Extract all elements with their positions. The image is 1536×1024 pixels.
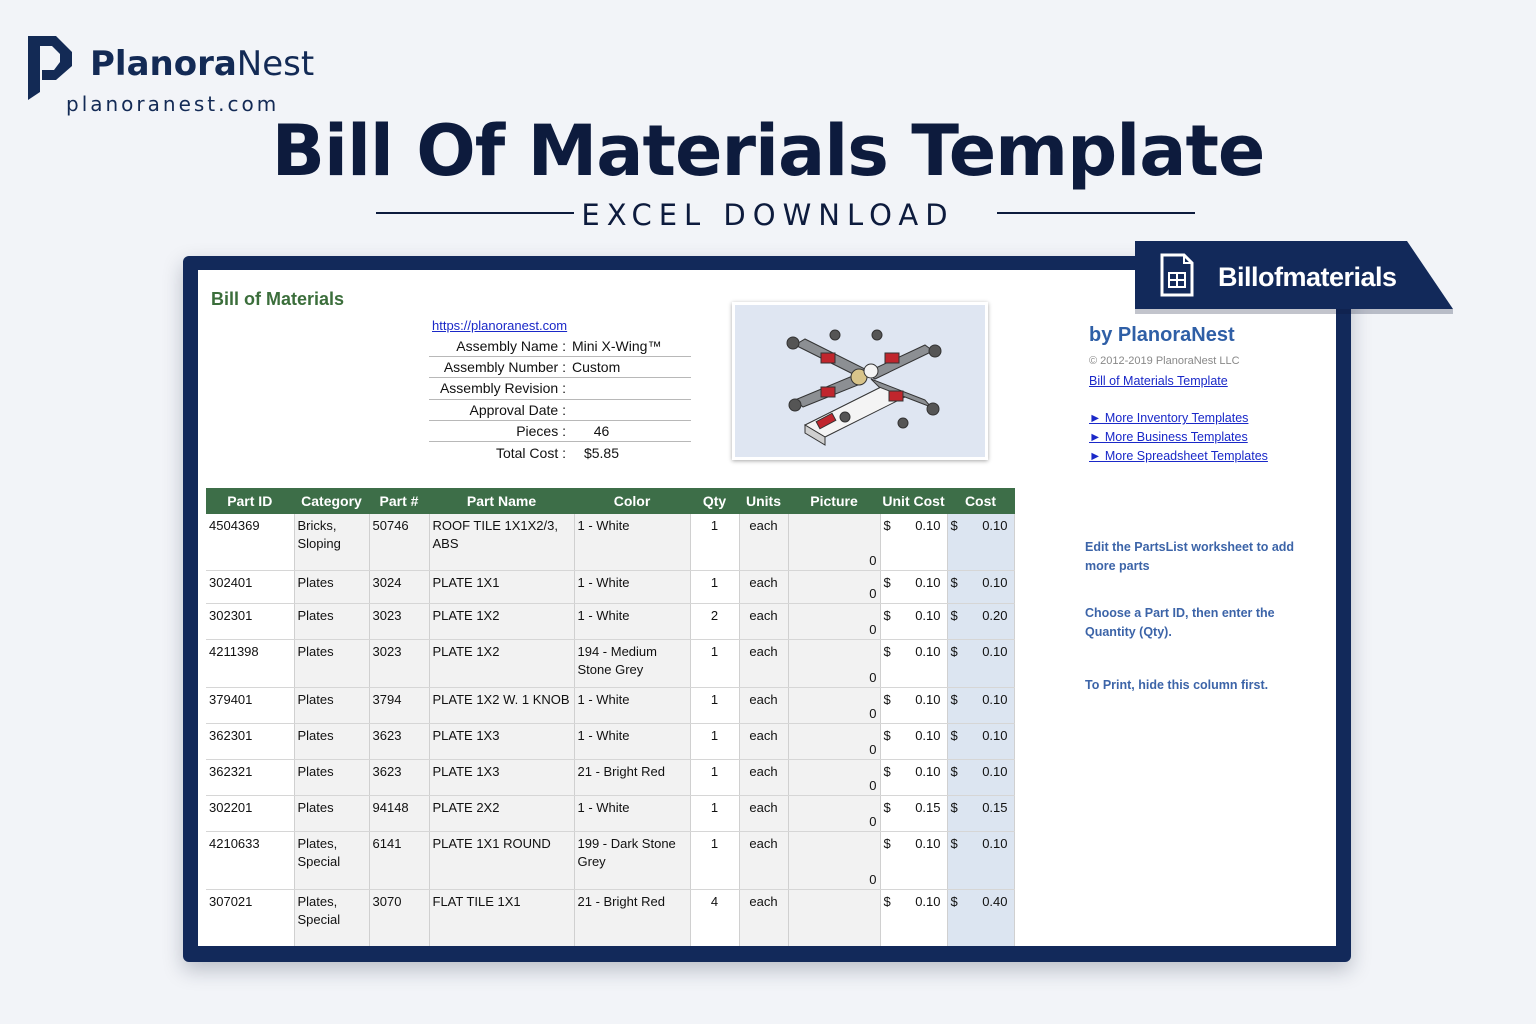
col-header[interactable]: Qty xyxy=(690,488,739,514)
currency-symbol: $ xyxy=(950,518,958,533)
currency-symbol: $ xyxy=(883,727,891,743)
money-value xyxy=(951,727,1011,745)
part-id-cell[interactable]: 302301 xyxy=(206,603,294,639)
note-print: To Print, hide this column first. xyxy=(1085,678,1269,692)
col-header[interactable]: Part ID xyxy=(206,488,294,514)
table-row[interactable] xyxy=(206,723,1014,759)
part-name-cell: PLATE 2X2 xyxy=(429,795,574,831)
table-row[interactable] xyxy=(206,795,1014,831)
currency-symbol: $ xyxy=(883,835,891,851)
part-number-cell: 94148 xyxy=(369,795,429,831)
part-name-cell: PLATE 1X2 xyxy=(429,639,574,687)
color-cell: 194 - Medium Stone Grey xyxy=(574,639,690,687)
part-name-cell: PLATE 1X2 W. 1 KNOB xyxy=(429,687,574,723)
picture-cell xyxy=(788,603,880,639)
part-number-cell: 3024 xyxy=(369,570,429,603)
info-row: Assembly Revision : xyxy=(429,378,691,399)
bom-table xyxy=(206,488,1015,946)
currency-symbol: $ xyxy=(950,691,958,707)
info-row: Assembly Name : Mini X-Wing™ xyxy=(429,336,691,357)
unit-cost-cell xyxy=(880,687,947,723)
part-name-cell: PLATE 1X1 xyxy=(429,570,574,603)
qty-cell[interactable]: 4 xyxy=(690,889,739,946)
part-number-cell: 3623 xyxy=(369,723,429,759)
table-row[interactable] xyxy=(206,603,1014,639)
amount: 0.10 xyxy=(982,835,1008,851)
amount: 0.10 xyxy=(915,727,941,743)
category-cell: Plates xyxy=(294,723,369,759)
picture-value: 0 xyxy=(869,621,877,637)
note-choose-part: Choose a Part ID, then enter the Quantity (Qty). xyxy=(1085,606,1275,639)
part-number-cell: 50746 xyxy=(369,514,429,570)
money-value xyxy=(884,517,944,535)
units-cell: each xyxy=(739,687,788,723)
part-id-cell[interactable]: 302401 xyxy=(206,570,294,603)
picture-value: 0 xyxy=(869,585,877,601)
inventory-templates-link[interactable]: ► More Inventory Templates xyxy=(1089,411,1249,425)
amount: 0.10 xyxy=(915,893,941,909)
info-row: Approval Date : xyxy=(429,400,691,421)
part-number-cell: 3023 xyxy=(369,639,429,687)
amount: 0.40 xyxy=(982,893,1008,909)
picture-cell xyxy=(788,570,880,603)
money-value xyxy=(884,763,944,781)
category-cell: Plates xyxy=(294,639,369,687)
cost-cell xyxy=(947,723,1014,759)
units-cell: each xyxy=(739,889,788,946)
col-header[interactable]: Category xyxy=(294,488,369,514)
color-cell: 21 - Bright Red xyxy=(574,759,690,795)
unit-cost-cell xyxy=(880,795,947,831)
category-cell: Bricks, Sloping xyxy=(294,514,369,570)
picture-cell xyxy=(788,889,880,946)
picture-value: 0 xyxy=(869,777,877,793)
money-value xyxy=(884,574,944,592)
cost-cell xyxy=(947,570,1014,603)
table-row[interactable] xyxy=(206,831,1014,889)
money-value xyxy=(951,835,1011,853)
picture-cell xyxy=(788,831,880,889)
currency-symbol: $ xyxy=(883,763,891,779)
color-cell: 1 - White xyxy=(574,687,690,723)
color-cell: 1 - White xyxy=(574,514,690,570)
category-cell: Plates xyxy=(294,603,369,639)
amount: 0.10 xyxy=(982,574,1008,590)
cost-cell xyxy=(947,603,1014,639)
cost-cell xyxy=(947,795,1014,831)
currency-symbol: $ xyxy=(883,574,891,590)
amount: 0.15 xyxy=(982,799,1008,815)
unit-cost-cell xyxy=(880,603,947,639)
cost-cell xyxy=(947,759,1014,795)
cost-cell xyxy=(947,639,1014,687)
cost-cell xyxy=(947,687,1014,723)
unit-cost-cell xyxy=(880,831,947,889)
divider-right xyxy=(997,212,1195,214)
assembly-number-field[interactable]: Custom xyxy=(572,359,621,376)
table-header-row xyxy=(206,488,1014,514)
money-value xyxy=(884,643,944,661)
color-cell: 1 - White xyxy=(574,603,690,639)
part-name-cell: PLATE 1X2 xyxy=(429,603,574,639)
info-row: Pieces : 46 xyxy=(429,421,691,442)
part-number-cell: 3794 xyxy=(369,687,429,723)
money-value xyxy=(951,893,1011,911)
p-logo-icon xyxy=(26,32,74,100)
color-cell: 1 - White xyxy=(574,723,690,759)
currency-symbol: $ xyxy=(950,607,958,623)
amount: 0.15 xyxy=(915,799,941,815)
units-cell: each xyxy=(739,723,788,759)
money-value xyxy=(951,691,1011,709)
cost-cell xyxy=(947,831,1014,889)
brand-url: planoranest.com xyxy=(66,92,280,116)
part-name-cell: PLATE 1X1 ROUND xyxy=(429,831,574,889)
amount: 0.10 xyxy=(982,518,1008,533)
sheet-tab-label[interactable]: Billofmaterials xyxy=(1218,262,1397,292)
currency-symbol: $ xyxy=(883,691,891,707)
category-cell: Plates xyxy=(294,759,369,795)
amount: 0.20 xyxy=(982,607,1008,623)
qty-cell[interactable]: 1 xyxy=(690,514,739,570)
money-value xyxy=(884,691,944,709)
col-header[interactable]: Units xyxy=(739,488,788,514)
site-link[interactable]: https://planoranest.com xyxy=(432,318,568,333)
part-name-cell: ROOF TILE 1X1X2/3, ABS xyxy=(429,514,574,570)
pieces-value: 46 xyxy=(593,422,610,439)
currency-symbol: $ xyxy=(950,799,958,815)
money-value xyxy=(951,643,1011,661)
picture-value: 0 xyxy=(869,813,877,829)
template-link[interactable]: Bill of Materials Template xyxy=(1089,374,1228,388)
amount: 0.10 xyxy=(915,574,941,590)
color-cell: 1 - White xyxy=(574,570,690,603)
money-value xyxy=(951,607,1011,625)
sheet-title: Bill of Materials xyxy=(211,289,345,309)
currency-symbol: $ xyxy=(883,799,891,815)
money-value xyxy=(884,607,944,625)
picture-cell xyxy=(788,639,880,687)
qty-cell[interactable]: 1 xyxy=(690,687,739,723)
amount: 0.10 xyxy=(915,691,941,707)
unit-cost-cell xyxy=(880,723,947,759)
part-id-cell[interactable]: 362321 xyxy=(206,759,294,795)
qty-cell[interactable]: 1 xyxy=(690,795,739,831)
part-number-cell: 3623 xyxy=(369,759,429,795)
currency-symbol: $ xyxy=(950,574,958,590)
amount: 0.10 xyxy=(982,763,1008,779)
part-number-cell: 6141 xyxy=(369,831,429,889)
currency-symbol: $ xyxy=(950,763,958,779)
category-cell: Plates, Special xyxy=(294,889,369,946)
qty-cell[interactable]: 1 xyxy=(690,759,739,795)
picture-cell xyxy=(788,723,880,759)
picture-value: 0 xyxy=(869,669,877,685)
currency-symbol: $ xyxy=(883,607,891,623)
money-value xyxy=(884,893,944,911)
money-value xyxy=(951,574,1011,592)
cost-cell xyxy=(947,514,1014,570)
part-id-cell[interactable]: 4504369 xyxy=(206,514,294,570)
currency-symbol: $ xyxy=(950,893,958,909)
subtitle-block xyxy=(0,196,1536,236)
amount: 0.10 xyxy=(982,643,1008,659)
qty-cell[interactable]: 1 xyxy=(690,831,739,889)
info-row: Assembly Number : Custom xyxy=(429,357,691,378)
amount: 0.10 xyxy=(915,835,941,851)
assembly-picture[interactable] xyxy=(732,302,988,460)
amount: 0.10 xyxy=(982,727,1008,743)
part-name-cell: PLATE 1X3 xyxy=(429,759,574,795)
part-name-cell: PLATE 1X3 xyxy=(429,723,574,759)
spreadsheet-file-icon xyxy=(1160,253,1194,297)
picture-cell xyxy=(788,759,880,795)
category-cell: Plates xyxy=(294,570,369,603)
side-title: by PlanoraNest xyxy=(1089,324,1235,346)
amount: 0.10 xyxy=(915,643,941,659)
picture-cell xyxy=(788,514,880,570)
page-title: Bill Of Materials Template xyxy=(271,110,1265,192)
col-header[interactable]: Color xyxy=(574,488,690,514)
category-cell: Plates, Special xyxy=(294,831,369,889)
part-number-cell: 3070 xyxy=(369,889,429,946)
table-row[interactable] xyxy=(206,639,1014,687)
col-header[interactable]: Picture xyxy=(788,488,880,514)
money-value xyxy=(884,799,944,817)
category-cell: Plates xyxy=(294,795,369,831)
money-value xyxy=(884,835,944,853)
unit-cost-cell xyxy=(880,639,947,687)
units-cell: each xyxy=(739,570,788,603)
color-cell: 199 - Dark Stone Grey xyxy=(574,831,690,889)
part-id-cell[interactable]: 307021 xyxy=(206,889,294,946)
picture-cell xyxy=(788,687,880,723)
brand-name: PlanoraNest xyxy=(90,44,315,84)
assembly-name-field[interactable]: Mini X-Wing™ xyxy=(572,338,662,355)
currency-symbol: $ xyxy=(883,643,891,659)
qty-cell[interactable]: 1 xyxy=(690,723,739,759)
qty-cell[interactable]: 2 xyxy=(690,603,739,639)
picture-cell xyxy=(788,795,880,831)
col-header[interactable]: Part Name xyxy=(429,488,574,514)
table-row[interactable] xyxy=(206,514,1014,570)
part-id-cell[interactable]: 4211398 xyxy=(206,639,294,687)
lego-xwing-model-image xyxy=(735,305,985,457)
qty-cell[interactable]: 1 xyxy=(690,570,739,603)
amount: 0.10 xyxy=(915,763,941,779)
part-number-cell: 3023 xyxy=(369,603,429,639)
page-subtitle: EXCEL DOWNLOAD xyxy=(581,198,955,232)
picture-value: 0 xyxy=(869,705,877,721)
money-value xyxy=(951,763,1011,781)
table-row[interactable] xyxy=(206,759,1014,795)
qty-cell[interactable]: 1 xyxy=(690,639,739,687)
cost-cell xyxy=(947,889,1014,946)
unit-cost-cell xyxy=(880,514,947,570)
col-header[interactable]: Unit Cost xyxy=(880,488,947,514)
currency-symbol: $ xyxy=(950,727,958,743)
money-value xyxy=(951,799,1011,817)
currency-symbol: $ xyxy=(883,518,891,533)
table-row[interactable] xyxy=(206,570,1014,603)
part-id-cell[interactable]: 362301 xyxy=(206,723,294,759)
col-header[interactable]: Cost xyxy=(947,488,1014,514)
part-name-cell: FLAT TILE 1X1 xyxy=(429,889,574,946)
money-value xyxy=(884,727,944,745)
units-cell: each xyxy=(739,795,788,831)
units-cell: each xyxy=(739,759,788,795)
part-id-cell[interactable]: 4210633 xyxy=(206,831,294,889)
units-cell: each xyxy=(739,831,788,889)
picture-value: 0 xyxy=(869,741,877,757)
part-id-cell[interactable]: 302201 xyxy=(206,795,294,831)
unit-cost-cell xyxy=(880,889,947,946)
part-id-cell[interactable]: 379401 xyxy=(206,687,294,723)
col-header[interactable]: Part # xyxy=(369,488,429,514)
units-cell: each xyxy=(739,603,788,639)
picture-value: 0 xyxy=(869,871,877,887)
total-cost-value: $5.85 xyxy=(583,444,620,461)
amount: 0.10 xyxy=(915,607,941,623)
copyright-text: © 2012-2019 PlanoraNest LLC xyxy=(1089,355,1240,367)
note-edit-partslist: Edit the PartsList worksheet to add more parts xyxy=(1085,540,1295,573)
color-cell: 1 - White xyxy=(574,795,690,831)
spreadsheet xyxy=(198,270,1336,946)
table-row[interactable] xyxy=(206,889,1014,946)
table-row[interactable] xyxy=(206,687,1014,723)
business-templates-link[interactable]: ► More Business Templates xyxy=(1089,430,1248,444)
currency-symbol: $ xyxy=(950,835,958,851)
amount: 0.10 xyxy=(915,518,941,533)
category-cell: Plates xyxy=(294,687,369,723)
amount: 0.10 xyxy=(982,691,1008,707)
info-row: Total Cost : $5.85 xyxy=(429,442,691,463)
assembly-info xyxy=(429,336,691,463)
spreadsheet-templates-link[interactable]: ► More Spreadsheet Templates xyxy=(1089,449,1268,463)
unit-cost-cell xyxy=(880,570,947,603)
units-cell: each xyxy=(739,639,788,687)
color-cell: 21 - Bright Red xyxy=(574,889,690,946)
unit-cost-cell xyxy=(880,759,947,795)
currency-symbol: $ xyxy=(883,893,891,909)
currency-symbol: $ xyxy=(950,643,958,659)
units-cell: each xyxy=(739,514,788,570)
money-value xyxy=(951,517,1011,535)
picture-value: 0 xyxy=(869,552,877,568)
